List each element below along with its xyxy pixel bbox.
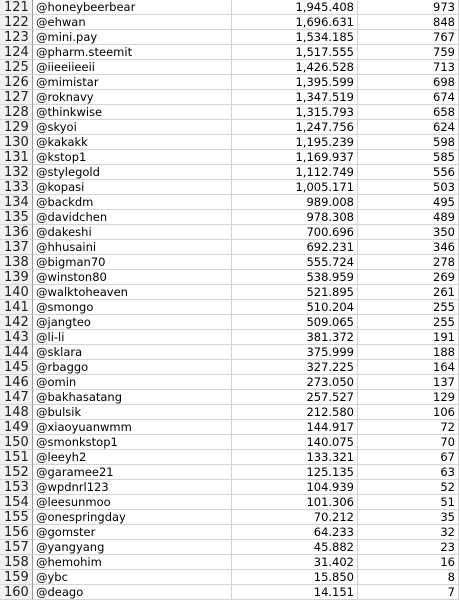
cell-username[interactable]: @ybc	[33, 570, 232, 585]
table-row	[0, 150, 460, 165]
cell-username[interactable]: @deago	[33, 585, 232, 600]
cell-count[interactable]: 8	[358, 570, 459, 585]
cell-count[interactable]: 70	[358, 435, 459, 450]
cell-username[interactable]: @bakhasatang	[33, 390, 232, 405]
cell-amount[interactable]: 1,247.756	[232, 120, 358, 135]
cell-count[interactable]: 713	[358, 60, 459, 75]
table-row	[0, 555, 460, 570]
row-header[interactable]: 127	[0, 90, 33, 105]
cell-username[interactable]: @sklara	[33, 345, 232, 360]
cell-amount[interactable]: 692.231	[232, 240, 358, 255]
row-header[interactable]: 144	[0, 345, 33, 360]
row-header[interactable]: 138	[0, 255, 33, 270]
cell-username[interactable]: @smonkstop1	[33, 435, 232, 450]
table-row	[0, 90, 460, 105]
cell-count[interactable]: 23	[358, 540, 459, 555]
cell-count[interactable]: 624	[358, 120, 459, 135]
cell-username[interactable]: @kakakk	[33, 135, 232, 150]
cell-count[interactable]: 164	[358, 360, 459, 375]
row-header[interactable]: 136	[0, 225, 33, 240]
row-header[interactable]: 148	[0, 405, 33, 420]
cell-count[interactable]: 52	[358, 480, 459, 495]
cell-count[interactable]: 137	[358, 375, 459, 390]
cell-username[interactable]: @pharm.steemit	[33, 45, 232, 60]
cell-username[interactable]: @bigman70	[33, 255, 232, 270]
cell-amount[interactable]: 509.065	[232, 315, 358, 330]
cell-username[interactable]: @garamee21	[33, 465, 232, 480]
cell-count[interactable]: 495	[358, 195, 459, 210]
cell-count[interactable]: 503	[358, 180, 459, 195]
cell-amount[interactable]: 101.306	[232, 495, 358, 510]
table-row	[0, 465, 460, 480]
cell-amount[interactable]: 381.372	[232, 330, 358, 345]
cell-count[interactable]: 269	[358, 270, 459, 285]
cell-amount[interactable]: 1,945.408	[232, 0, 358, 15]
row-header[interactable]: 121	[0, 0, 33, 15]
cell-username[interactable]: @jangteo	[33, 315, 232, 330]
cell-count[interactable]: 489	[358, 210, 459, 225]
cell-amount[interactable]: 140.075	[232, 435, 358, 450]
cell-username[interactable]: @yangyang	[33, 540, 232, 555]
cell-count[interactable]: 188	[358, 345, 459, 360]
cell-count[interactable]: 72	[358, 420, 459, 435]
table-row	[0, 60, 460, 75]
row-header[interactable]: 146	[0, 375, 33, 390]
cell-amount[interactable]: 133.321	[232, 450, 358, 465]
row-header[interactable]: 131	[0, 150, 33, 165]
table-row	[0, 300, 460, 315]
cell-username[interactable]: @leeyh2	[33, 450, 232, 465]
cell-username[interactable]: @li-li	[33, 330, 232, 345]
table-row	[0, 105, 460, 120]
table-row	[0, 75, 460, 90]
row-header[interactable]: 158	[0, 555, 33, 570]
table-row	[0, 495, 460, 510]
cell-amount[interactable]: 125.135	[232, 465, 358, 480]
row-header[interactable]: 159	[0, 570, 33, 585]
cell-username[interactable]: @mini.pay	[33, 30, 232, 45]
table-row	[0, 480, 460, 495]
table-row	[0, 375, 460, 390]
cell-username[interactable]: @wpdnrl123	[33, 480, 232, 495]
cell-amount[interactable]: 1,534.185	[232, 30, 358, 45]
table-row	[0, 0, 460, 15]
cell-username[interactable]: @davidchen	[33, 210, 232, 225]
cell-count[interactable]: 658	[358, 105, 459, 120]
table-row	[0, 210, 460, 225]
cell-amount[interactable]: 1,005.171	[232, 180, 358, 195]
cell-amount[interactable]: 257.527	[232, 390, 358, 405]
cell-amount[interactable]: 375.999	[232, 345, 358, 360]
cell-amount[interactable]: 31.402	[232, 555, 358, 570]
table-row	[0, 360, 460, 375]
row-header[interactable]: 157	[0, 540, 33, 555]
row-header[interactable]: 135	[0, 210, 33, 225]
row-header[interactable]: 134	[0, 195, 33, 210]
row-header[interactable]: 125	[0, 60, 33, 75]
row-header[interactable]: 139	[0, 270, 33, 285]
cell-amount[interactable]: 1,195.239	[232, 135, 358, 150]
table-row	[0, 420, 460, 435]
cell-username[interactable]: @dakeshi	[33, 225, 232, 240]
cell-count[interactable]: 255	[358, 315, 459, 330]
cell-count[interactable]: 674	[358, 90, 459, 105]
table-row	[0, 195, 460, 210]
table-row	[0, 270, 460, 285]
cell-count[interactable]: 67	[358, 450, 459, 465]
table-row	[0, 15, 460, 30]
cell-count[interactable]: 191	[358, 330, 459, 345]
cell-amount[interactable]: 1,517.555	[232, 45, 358, 60]
cell-count[interactable]: 7	[358, 585, 459, 600]
row-header[interactable]: 130	[0, 135, 33, 150]
cell-username[interactable]: @winston80	[33, 270, 232, 285]
cell-count[interactable]: 350	[358, 225, 459, 240]
cell-username[interactable]: @skyoi	[33, 120, 232, 135]
table-row	[0, 45, 460, 60]
cell-count[interactable]: 63	[358, 465, 459, 480]
cell-amount[interactable]: 14.151	[232, 585, 358, 600]
cell-amount[interactable]: 70.212	[232, 510, 358, 525]
cell-amount[interactable]: 538.959	[232, 270, 358, 285]
cell-username[interactable]: @xiaoyuanwmm	[33, 420, 232, 435]
cell-amount[interactable]: 64.233	[232, 525, 358, 540]
table-row	[0, 120, 460, 135]
cell-count[interactable]: 278	[358, 255, 459, 270]
cell-amount[interactable]: 978.308	[232, 210, 358, 225]
row-header[interactable]: 150	[0, 435, 33, 450]
cell-amount[interactable]: 1,112.749	[232, 165, 358, 180]
cell-count[interactable]: 556	[358, 165, 459, 180]
table-row	[0, 540, 460, 555]
cell-username[interactable]: @rbaggo	[33, 360, 232, 375]
cell-username[interactable]: @thinkwise	[33, 105, 232, 120]
cell-count[interactable]: 16	[358, 555, 459, 570]
cell-amount[interactable]: 15.850	[232, 570, 358, 585]
row-header[interactable]: 153	[0, 480, 33, 495]
cell-amount[interactable]: 1,426.528	[232, 60, 358, 75]
cell-count[interactable]: 698	[358, 75, 459, 90]
cell-amount[interactable]: 212.580	[232, 405, 358, 420]
row-header[interactable]: 126	[0, 75, 33, 90]
cell-username[interactable]: @leesunmoo	[33, 495, 232, 510]
table-row	[0, 525, 460, 540]
cell-count[interactable]: 32	[358, 525, 459, 540]
cell-amount[interactable]: 1,169.937	[232, 150, 358, 165]
cell-count[interactable]: 129	[358, 390, 459, 405]
table-row	[0, 435, 460, 450]
cell-amount[interactable]: 1,315.793	[232, 105, 358, 120]
cell-count[interactable]: 598	[358, 135, 459, 150]
row-header[interactable]: 140	[0, 285, 33, 300]
cell-username[interactable]: @roknavy	[33, 90, 232, 105]
row-header[interactable]: 123	[0, 30, 33, 45]
row-header[interactable]: 154	[0, 495, 33, 510]
cell-amount[interactable]: 327.225	[232, 360, 358, 375]
cell-amount[interactable]: 989.008	[232, 195, 358, 210]
row-header[interactable]: 147	[0, 390, 33, 405]
row-header[interactable]: 155	[0, 510, 33, 525]
cell-username[interactable]: @omin	[33, 375, 232, 390]
row-header[interactable]: 145	[0, 360, 33, 375]
row-header[interactable]: 156	[0, 525, 33, 540]
table-row	[0, 570, 460, 585]
table-row	[0, 510, 460, 525]
cell-username[interactable]: @onespringday	[33, 510, 232, 525]
table-row	[0, 285, 460, 300]
cell-username[interactable]: @mimistar	[33, 75, 232, 90]
row-header[interactable]: 142	[0, 315, 33, 330]
cell-amount[interactable]: 555.724	[232, 255, 358, 270]
row-header[interactable]: 128	[0, 105, 33, 120]
row-header[interactable]: 122	[0, 15, 33, 30]
cell-count[interactable]: 35	[358, 510, 459, 525]
cell-username[interactable]: @stylegold	[33, 165, 232, 180]
cell-amount[interactable]: 510.204	[232, 300, 358, 315]
cell-count[interactable]: 759	[358, 45, 459, 60]
cell-username[interactable]: @kstop1	[33, 150, 232, 165]
cell-username[interactable]: @walktoheaven	[33, 285, 232, 300]
cell-amount[interactable]: 1,347.519	[232, 90, 358, 105]
row-header[interactable]: 152	[0, 465, 33, 480]
row-header[interactable]: 143	[0, 330, 33, 345]
cell-count[interactable]: 255	[358, 300, 459, 315]
table-row	[0, 330, 460, 345]
cell-count[interactable]: 51	[358, 495, 459, 510]
row-header[interactable]: 132	[0, 165, 33, 180]
row-header[interactable]: 149	[0, 420, 33, 435]
cell-username[interactable]: @bulsik	[33, 405, 232, 420]
table-row	[0, 390, 460, 405]
cell-count[interactable]: 346	[358, 240, 459, 255]
cell-username[interactable]: @ehwan	[33, 15, 232, 30]
cell-amount[interactable]: 700.696	[232, 225, 358, 240]
table-row	[0, 345, 460, 360]
table-row	[0, 135, 460, 150]
cell-username[interactable]: @iieeiieeii	[33, 60, 232, 75]
cell-amount[interactable]: 45.882	[232, 540, 358, 555]
row-header[interactable]: 137	[0, 240, 33, 255]
cell-amount[interactable]: 104.939	[232, 480, 358, 495]
cell-username[interactable]: @kopasi	[33, 180, 232, 195]
cell-amount[interactable]: 273.050	[232, 375, 358, 390]
table-row	[0, 240, 460, 255]
table-row	[0, 225, 460, 240]
cell-amount[interactable]: 1,395.599	[232, 75, 358, 90]
cell-count[interactable]: 106	[358, 405, 459, 420]
cell-username[interactable]: @gomster	[33, 525, 232, 540]
table-row	[0, 165, 460, 180]
row-header[interactable]: 141	[0, 300, 33, 315]
row-header[interactable]: 129	[0, 120, 33, 135]
row-header[interactable]: 160	[0, 585, 33, 600]
cell-count[interactable]: 767	[358, 30, 459, 45]
table-row	[0, 405, 460, 420]
cell-count[interactable]: 848	[358, 15, 459, 30]
cell-count[interactable]: 973	[358, 0, 459, 15]
table-row	[0, 180, 460, 195]
cell-count[interactable]: 585	[358, 150, 459, 165]
cell-username[interactable]: @hemohim	[33, 555, 232, 570]
cell-amount[interactable]: 521.895	[232, 285, 358, 300]
table-row	[0, 30, 460, 45]
cell-username[interactable]: @backdm	[33, 195, 232, 210]
cell-username[interactable]: @smongo	[33, 300, 232, 315]
row-header[interactable]: 124	[0, 45, 33, 60]
table-row	[0, 585, 460, 600]
table-row	[0, 315, 460, 330]
cell-username[interactable]: @honeybeerbear	[33, 0, 232, 15]
row-header[interactable]: 151	[0, 450, 33, 465]
cell-amount[interactable]: 144.917	[232, 420, 358, 435]
row-header[interactable]: 133	[0, 180, 33, 195]
cell-amount[interactable]: 1,696.631	[232, 15, 358, 30]
cell-username[interactable]: @hhusaini	[33, 240, 232, 255]
table-row	[0, 255, 460, 270]
table-row	[0, 450, 460, 465]
cell-count[interactable]: 261	[358, 285, 459, 300]
